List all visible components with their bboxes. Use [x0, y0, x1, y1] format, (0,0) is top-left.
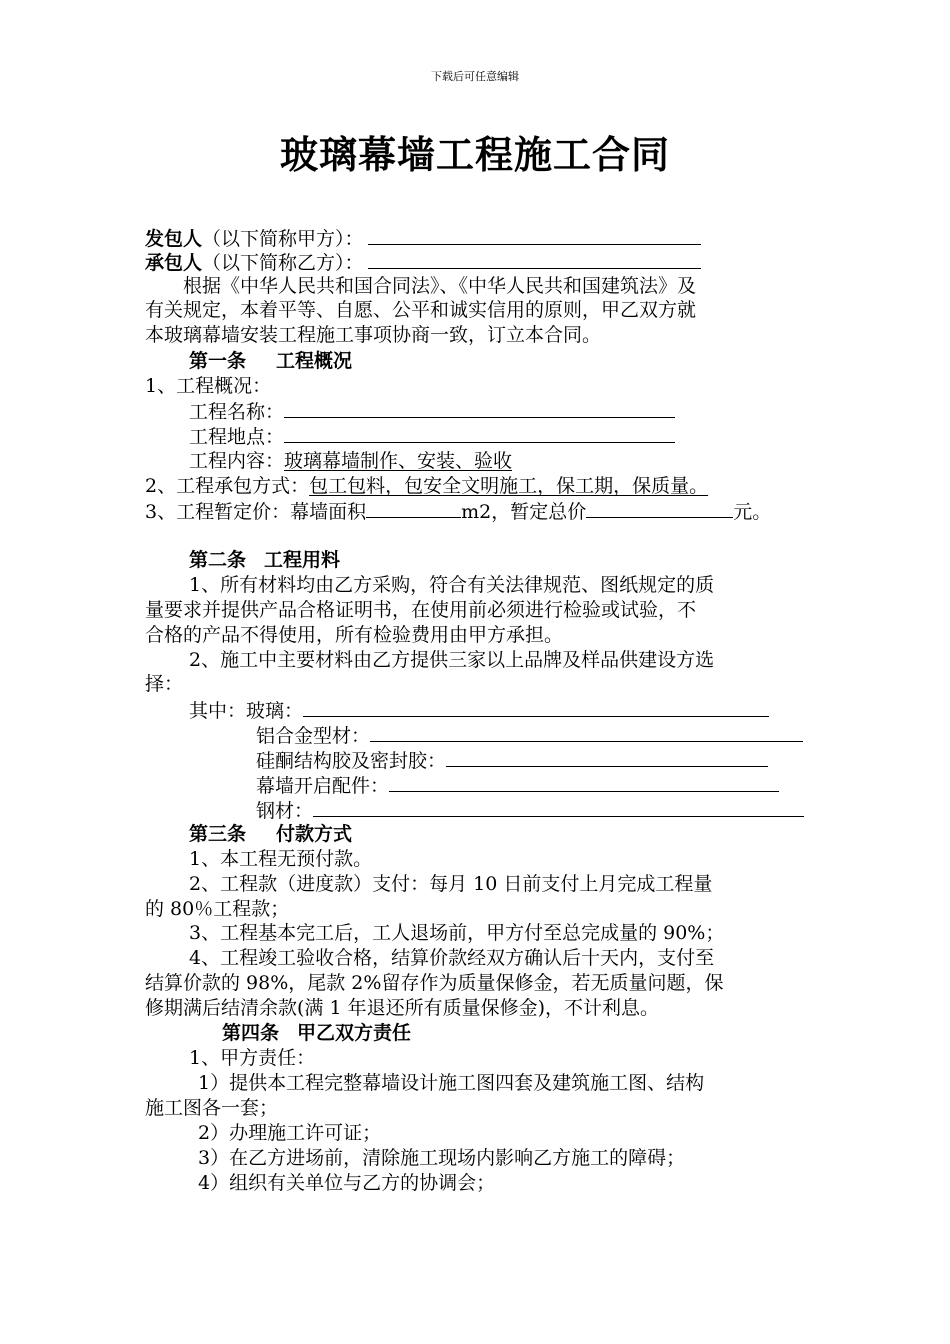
- art3-p4-line-2: 结算价款的 98%，尾款 2%留存作为质量保修金，若无质量问题，保: [145, 972, 724, 994]
- party-a-line: [145, 226, 701, 251]
- contract-mode-label: 2、工程承包方式：: [145, 475, 310, 497]
- project-content-label: 工程内容：: [189, 450, 285, 472]
- article-1-name: 工程概况: [276, 350, 353, 372]
- silicone-label: 硅酮结构胶及密封胶：: [256, 750, 447, 772]
- steel-label: 钢材：: [256, 800, 314, 822]
- silicone-blank[interactable]: [446, 748, 768, 767]
- article-2-number: 第二条: [189, 549, 247, 571]
- glass-label: 玻璃：: [246, 700, 304, 722]
- art1-item-1: 1、工程概况：: [145, 375, 272, 397]
- among-label: 其中：: [189, 700, 247, 722]
- document-title: 玻璃幕墙工程施工合同: [279, 132, 670, 177]
- art2-p2-line-1: 2、施工中主要材料由乙方提供三家以上品牌及样品供建设方选: [189, 649, 715, 671]
- party-b-label: 承包人: [145, 252, 203, 274]
- art2-p1-line-1: 1、所有材料均由乙方采购，符合有关法律规范、图纸规定的质: [189, 574, 715, 596]
- tentative-price-line: [145, 499, 771, 524]
- aluminium-line: [256, 723, 803, 748]
- article-3-number: 第三条: [189, 823, 247, 845]
- project-name-line: [189, 399, 675, 424]
- preamble-line-2: 有关规定，本着平等、自愿、公平和诚实信用的原则，甲乙双方就: [145, 299, 697, 321]
- article-3-heading: [189, 822, 352, 846]
- glass-blank[interactable]: [303, 698, 769, 717]
- party-b-note: （以下简称乙方）：: [202, 252, 364, 274]
- article-4-number: 第四条: [222, 1022, 280, 1044]
- art2-p1-line-3: 合格的产品不得使用，所有检验费用由甲方承担。: [145, 624, 564, 646]
- preamble-line-1: 根据《中华人民共和国合同法》、《中华人民共和国建筑法》及: [183, 275, 697, 297]
- article-3-name: 付款方式: [276, 823, 353, 845]
- art2-p1-line-2: 量要求并提供产品合格证明书，在使用前必须进行检验或试验，不: [145, 599, 697, 621]
- art2-p2-line-2: 择：: [145, 673, 184, 695]
- steel-blank[interactable]: [313, 798, 804, 817]
- hardware-label: 幕墙开启配件：: [256, 775, 390, 797]
- art4-s1-line-1: 1）提供本工程完整幕墙设计施工图四套及建筑施工图、结构: [198, 1072, 705, 1094]
- party-a-note: （以下简称甲方）：: [202, 228, 364, 250]
- price-unit: 元。: [733, 501, 772, 523]
- contract-mode-line: [145, 474, 708, 498]
- project-site-label: 工程地点：: [189, 426, 285, 448]
- project-name-blank[interactable]: [284, 399, 675, 418]
- aluminium-label: 铝合金型材：: [256, 725, 371, 747]
- art3-p2-line-2: 的 80％工程款；: [145, 898, 290, 920]
- party-b-line: [145, 250, 701, 275]
- art4-s2: 2）办理施工许可证；: [198, 1122, 382, 1144]
- article-1-heading: [189, 349, 352, 373]
- party-a-blank[interactable]: [368, 226, 701, 245]
- article-4-name: 甲乙双方责任: [297, 1022, 412, 1044]
- tentative-price-label: 3、工程暂定价：幕墙面积: [145, 501, 367, 523]
- project-site-blank[interactable]: [284, 424, 675, 443]
- steel-line: [256, 798, 804, 823]
- art3-p4-line-3: 修期满后结清余款(满 1 年退还所有质量保修金)，不计利息。: [145, 997, 659, 1019]
- art4-s4: 4）组织有关单位与乙方的协调会；: [198, 1172, 496, 1194]
- preamble-line-3: 本玻璃幕墙安装工程施工事项协商一致，订立本合同。: [145, 324, 602, 346]
- page-header: 下载后可任意编辑: [431, 70, 519, 83]
- art4-item-1: 1、甲方责任：: [189, 1047, 316, 1069]
- hardware-line: [256, 773, 779, 798]
- project-name-label: 工程名称：: [189, 401, 285, 423]
- aluminium-blank[interactable]: [370, 723, 803, 742]
- project-content-line: [189, 449, 512, 473]
- area-unit: m2，暂定总价: [461, 501, 587, 523]
- glass-line: [189, 698, 769, 723]
- contract-mode-value: 包工包料，包安全文明施工，保工期，保质量。: [309, 475, 709, 497]
- project-content-value: 玻璃幕墙制作、安装、验收: [284, 450, 513, 472]
- art4-s3: 3）在乙方进场前，清除施工现场内影响乙方施工的障碍；: [198, 1147, 686, 1169]
- party-a-label: 发包人: [145, 228, 203, 250]
- party-b-blank[interactable]: [368, 250, 701, 269]
- article-4-heading: [222, 1021, 411, 1045]
- hardware-blank[interactable]: [389, 773, 779, 792]
- art3-p2-line-1: 2、工程款（进度款）支付：每月 10 日前支付上月完成工程量: [189, 873, 713, 895]
- art3-p4-line-1: 4、工程竣工验收合格，结算价款经双方确认后十天内，支付至: [189, 947, 715, 969]
- total-price-blank[interactable]: [586, 499, 733, 518]
- art3-p1: 1、本工程无预付款。: [189, 848, 373, 870]
- article-1-number: 第一条: [189, 350, 247, 372]
- project-site-line: [189, 424, 675, 449]
- silicone-line: [256, 748, 768, 773]
- area-blank[interactable]: [366, 499, 461, 518]
- art3-p3: 3、工程基本完工后，工人退场前，甲方付至总完成量的 90%；: [189, 922, 725, 944]
- article-2-name: 工程用料: [264, 549, 341, 571]
- article-2-heading: [189, 548, 340, 572]
- art4-s1-line-2: 施工图各一套；: [145, 1097, 279, 1119]
